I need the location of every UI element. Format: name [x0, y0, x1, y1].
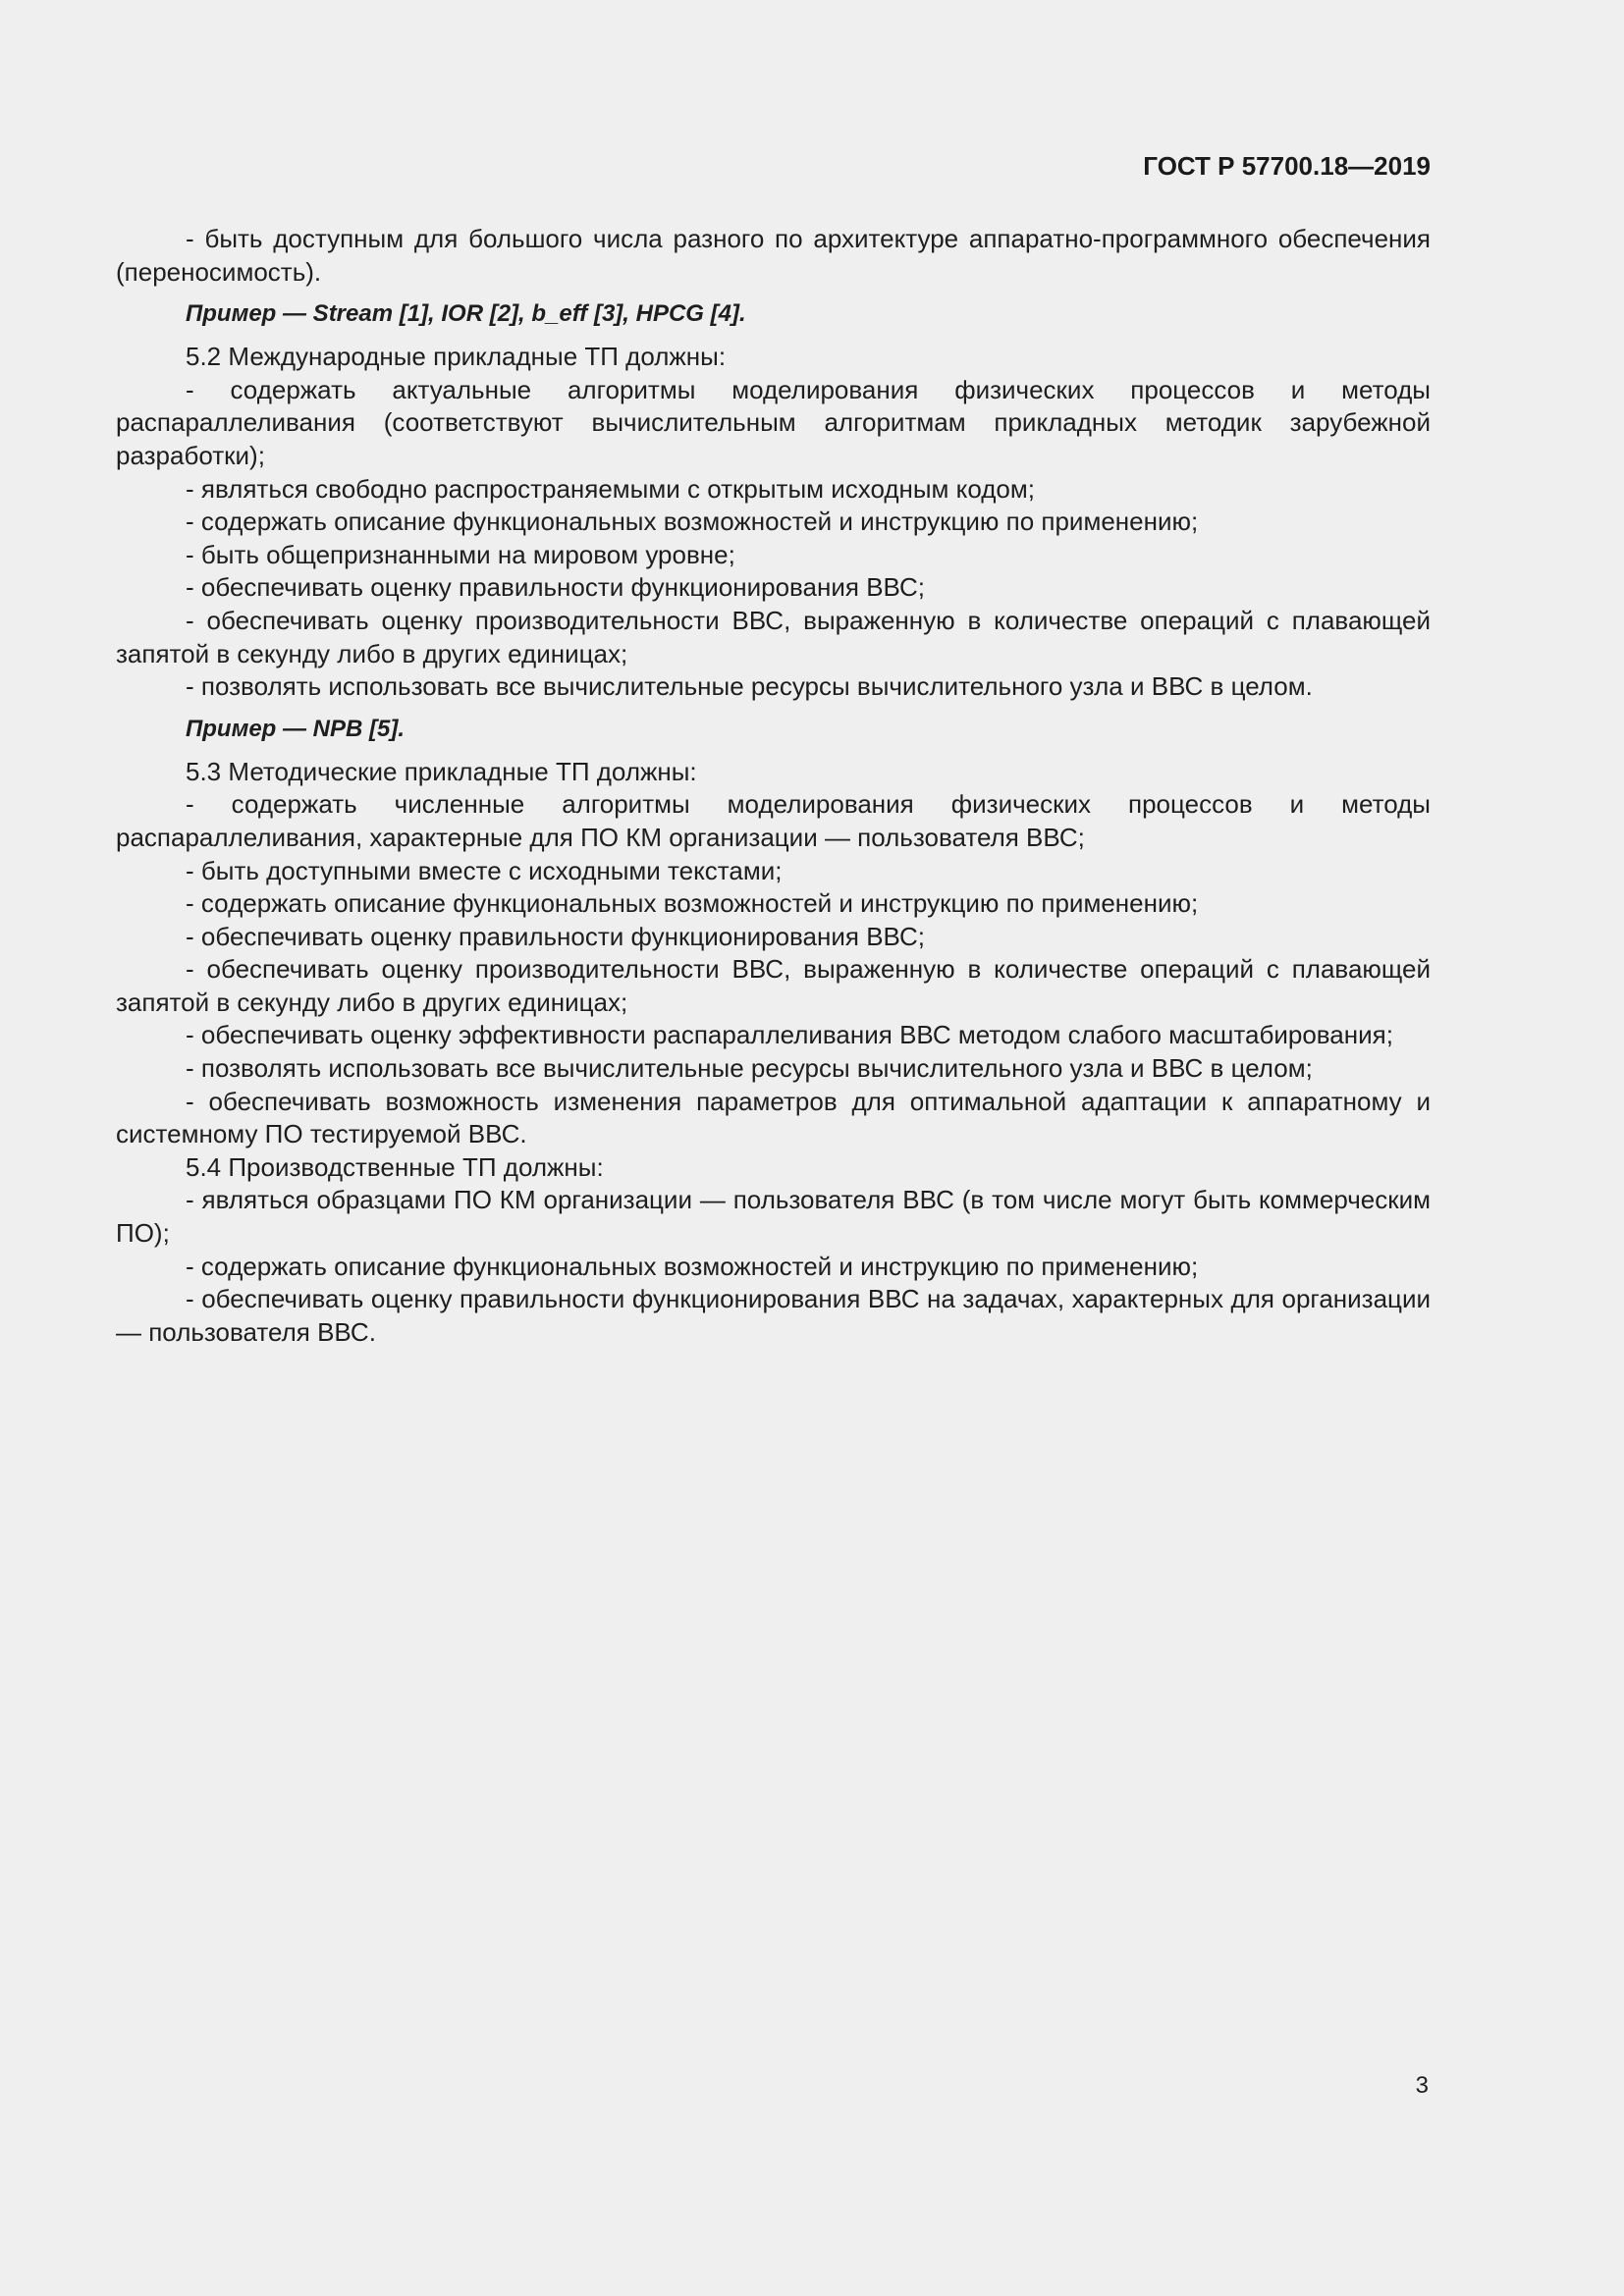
section-5-2-item: - обеспечивать оценку производительности ВВС, выраженную в количестве операций с плавающей запятой в секунду либо в других единицах;	[116, 605, 1431, 668]
document-id-header: ГОСТ Р 57700.18—2019	[1143, 151, 1431, 181]
section-5-3-item: - обеспечивать оценку эффективности распараллеливания ВВС методом слабого масштабирования;	[186, 1020, 1393, 1050]
section-5-2-heading: 5.2 Международные прикладные ТП должны:	[186, 342, 727, 372]
section-5-2-item: - обеспечивать оценку правильности функционирования ВВС;	[186, 572, 926, 603]
list-item-portability: - быть доступным для большого числа разного по архитектуре аппаратно-программного обеспечения (переносимость).	[116, 224, 1431, 287]
section-5-3-item: - позволять использовать все вычислительные ресурсы вычислительного узла и ВВС в целом;	[186, 1053, 1313, 1084]
section-5-2-item: - содержать описание функциональных возможностей и инструкцию по применению;	[186, 507, 1199, 537]
section-5-4-item: - содержать описание функциональных возможностей и инструкцию по применению;	[186, 1251, 1199, 1281]
section-5-2-item: - содержать актуальные алгоритмы моделирования физических процессов и методы распараллеливания (соответствуют вычислительным алгоритмам прикладных методик зарубежной разработки);	[116, 374, 1431, 470]
section-5-2-item: - быть общепризнанными на мировом уровне;	[186, 539, 735, 569]
page-number: 3	[1415, 2072, 1429, 2099]
section-5-3-heading: 5.3 Методические прикладные ТП должны:	[186, 756, 697, 786]
section-5-3-item: - содержать описание функциональных возможностей и инструкцию по применению;	[186, 888, 1199, 919]
section-5-3-item: - обеспечивать возможность изменения параметров для оптимальной адаптации к аппаратному и системному ПО тестируемой ВВС.	[116, 1086, 1431, 1149]
section-5-3-item: - обеспечивать оценку производительности ВВС, выраженную в количестве операций с плавающей запятой в секунду либо в других единицах;	[116, 954, 1431, 1017]
document-body	[116, 223, 1431, 1349]
section-5-4-item: - обеспечивать оценку правильности функционирования ВВС на задачах, характерных для организации — пользователя ВВС.	[116, 1284, 1431, 1347]
section-5-3-item: - содержать численные алгоритмы моделирования физических процессов и методы распараллеливания, характерные для ПО КМ организации — пользователя ВВС;	[116, 789, 1431, 852]
section-5-2-item: - являться свободно распространяемыми с открытым исходным кодом;	[186, 473, 1035, 504]
section-5-4-heading: 5.4 Производственные ТП должны:	[186, 1151, 604, 1182]
section-5-3-item: - быть доступными вместе с исходными текстами;	[186, 855, 783, 885]
example-benchmarks: Пример — Stream [1], IOR [2], b_eff [3], HPCG [4].	[186, 300, 746, 328]
example-npb: Пример — NPB [5].	[186, 715, 406, 742]
section-5-2-item: - позволять использовать все вычислительные ресурсы вычислительного узла и ВВС в целом.	[186, 671, 1313, 702]
section-5-3-item: - обеспечивать оценку правильности функционирования ВВС;	[186, 921, 926, 951]
section-5-4-item: - являться образцами ПО КМ организации — пользователя ВВС (в том числе могут быть коммерческим ПО);	[116, 1185, 1431, 1249]
